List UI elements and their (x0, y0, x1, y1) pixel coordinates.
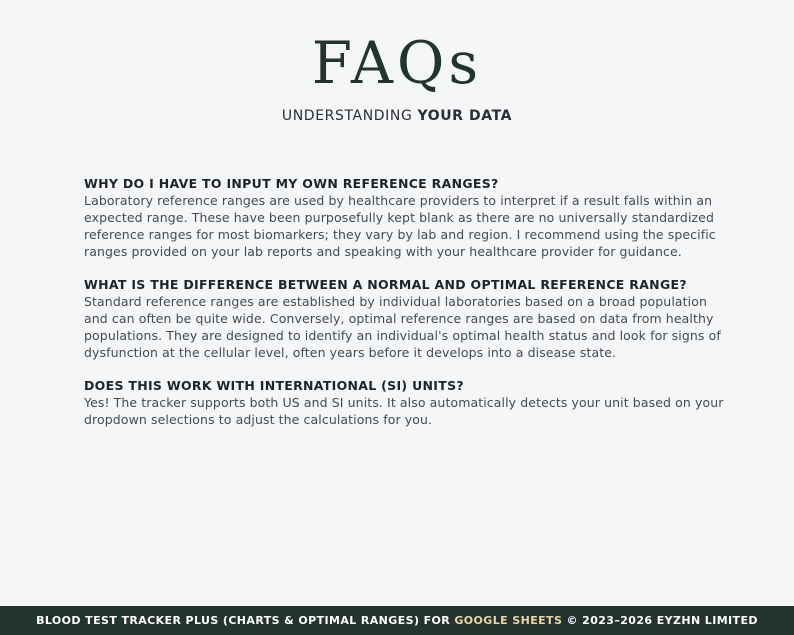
footer-highlight: GOOGLE SHEETS (454, 614, 563, 627)
faq-answer: Yes! The tracker supports both US and SI units. It also automatically detects your unit based on your dropdown selections to adjust the calculations for you. (84, 395, 724, 427)
page-subtitle (0, 107, 794, 125)
faq-item (84, 377, 724, 428)
footer-bar (0, 606, 794, 635)
faq-question: WHY DO I HAVE TO INPUT MY OWN REFERENCE RANGES? (84, 176, 499, 191)
footer-text-before: BLOOD TEST TRACKER PLUS (CHARTS & OPTIMAL RANGES) FOR (36, 614, 455, 627)
faq-answer: Standard reference ranges are established by individual laboratories based on a broad population and can often be quite wide. Conversely, optimal reference ranges are based on data from healthy populations. They are designed to identify an individual's optimal health status and look for signs of dysfunction at the cellular level, often years before it develops into a disease state. (84, 294, 721, 360)
faq-question: DOES THIS WORK WITH INTERNATIONAL (SI) UNITS? (84, 378, 464, 393)
footer-text-after: © 2023–2026 EYZHN LIMITED (562, 614, 758, 627)
subtitle-regular: UNDERSTANDING (281, 108, 418, 124)
faq-question: WHAT IS THE DIFFERENCE BETWEEN A NORMAL AND OPTIMAL REFERENCE RANGE? (84, 277, 687, 292)
faq-item (84, 276, 724, 361)
faq-item (84, 175, 724, 260)
faq-list (84, 175, 724, 444)
page-title: FAQs (311, 29, 483, 97)
faq-answer: Laboratory reference ranges are used by healthcare providers to interpret if a result falls within an expected range. These have been purposefully kept blank as there are no universally standardized reference ranges for most biomarkers; they vary by lab and region. I recommend using the specific ranges provided on your lab reports and speaking with your healthcare provider for guidance. (84, 193, 716, 259)
subtitle-bold: YOUR DATA (417, 108, 513, 124)
